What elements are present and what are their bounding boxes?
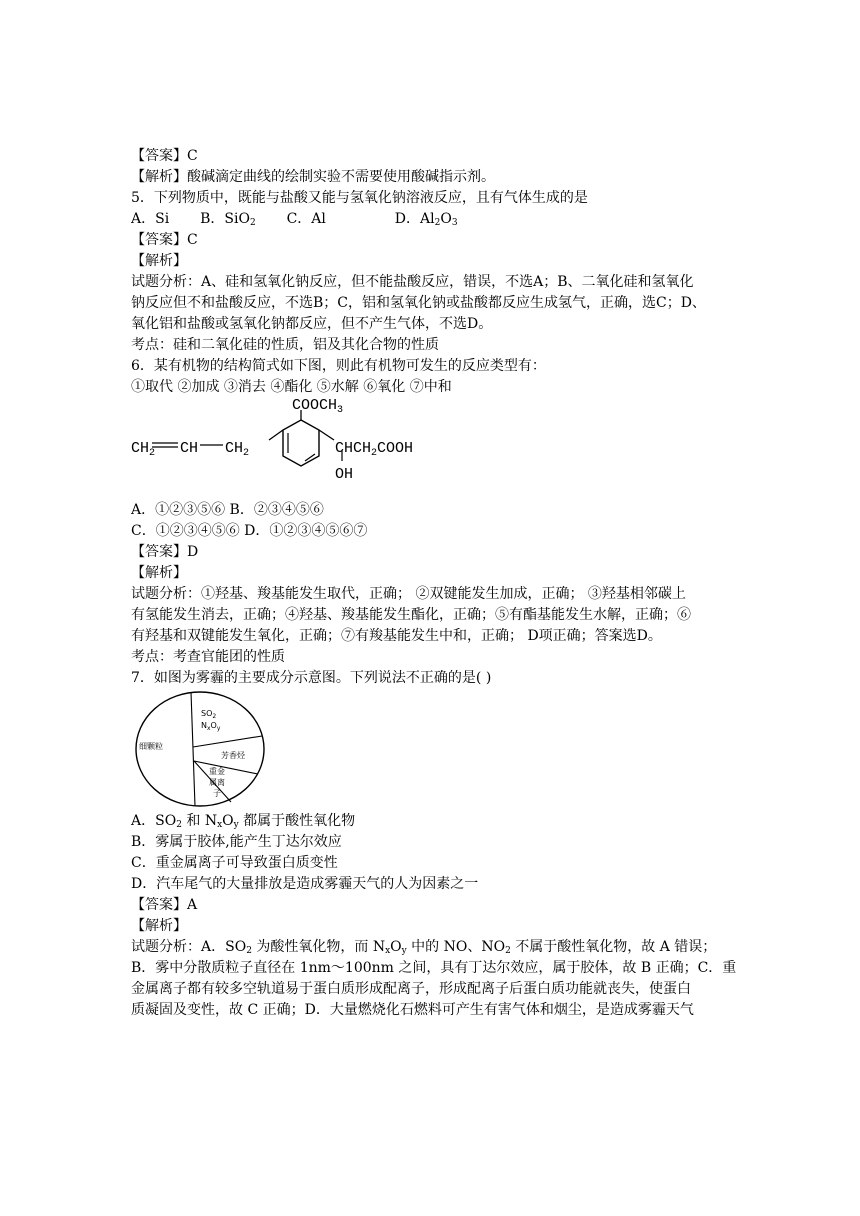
- q6-options-ab: A．①②③⑤⑥ B．②③④⑤⑥: [131, 502, 324, 518]
- text-line: 有氢能发生消去，正确；④羟基、羧基能发生酯化，正确；⑤有酯基能发生水解，正确；⑥: [131, 607, 691, 623]
- pie-label-heavy-metal: 属离: [209, 778, 225, 787]
- pie-chart-svg: [131, 689, 741, 811]
- text-line: 试题分析：A、硅和氢氧化钠反应，但不能盐酸反应，错误，不选A；B、二氧化硅和氢氧化: [131, 274, 694, 290]
- formula-cooch3: $COOCH_3$: [292, 398, 344, 416]
- ring-double-bond: [305, 454, 315, 461]
- text-line: 钠反应但不和盐酸反应，不选B；C，铝和氢氧化钠或盐酸都反应生成氢气，正确，选C；D、: [131, 295, 706, 311]
- question-6: 6．某有机物的结构简式如下图，则此有机物可发生的反应类型有：: [131, 358, 546, 374]
- analysis-7-line: 试题分析：A．$SO_2$ 为酸性氧化物，而 $N_xO_y$ 中的 NO、$NO_2$ 不属于酸性氧化物，故 A 错误；: [131, 939, 717, 956]
- document-content: [131, 146, 741, 1021]
- text-line: 【答案】C: [131, 148, 198, 164]
- pie-divider: [191, 692, 195, 806]
- text-line: 试题分析：①羟基、羧基能发生取代，正确； ②双键能发生加成，正确； ③羟基相邻碳上: [131, 586, 686, 602]
- text-line: 有羟基和双键能发生氧化，正确；⑦有羧基能发生中和，正确； D项正确；答案选D。: [131, 628, 662, 644]
- smog-composition-pie: [131, 689, 741, 811]
- text-line: 【解析】: [131, 253, 187, 269]
- text-line: 【答案】C: [131, 232, 198, 248]
- pie-divider: [193, 736, 262, 747]
- formula-oh: OH: [335, 466, 354, 483]
- text-line: 【答案】A: [131, 897, 198, 913]
- formula-ch2-mid: $CH_2$: [225, 440, 250, 459]
- structural-formula: [131, 398, 741, 500]
- analysis-7-line: 金属离子都有较多空轨道易于蛋白质形成配离子，形成配离子后蛋白质功能就丧失，使蛋白: [131, 981, 691, 997]
- analysis-7-line: 质凝固及变性，故 C 正确；D．大量燃烧化石燃料可产生有害气体和烟尘，是造成雾霾天气: [131, 1002, 694, 1018]
- text-line: 【解析】: [131, 918, 187, 934]
- q5-option-d: D．$Al_2O_3$: [394, 211, 458, 228]
- pie-label-fine-particles: 细颗粒: [139, 742, 163, 751]
- analysis-7-line: B．雾中分散质粒子直径在 1nm～100nm 之间，具有丁达尔效应，属于胶体，故 B 正确；C．重: [131, 960, 737, 976]
- formula-ch2-left: $CH_2$: [131, 440, 156, 459]
- pie-label-so2: $SO_2$: [201, 709, 217, 720]
- q5-option-b: B．SiO$_2$: [200, 211, 256, 228]
- q7-option-b: B．雾属于胶体,能产生丁达尔效应: [131, 834, 342, 850]
- q5-option-a: A．Si: [131, 211, 170, 227]
- q5-options: [131, 209, 741, 230]
- bond-left: [269, 430, 283, 440]
- text-line: ①取代 ②加成 ③消去 ④酯化 ⑤水解 ⑥氧化 ⑦中和: [131, 379, 452, 395]
- text-line: 考点：考查官能团的性质: [131, 649, 285, 665]
- text-line: 【解析】: [131, 565, 187, 581]
- pie-label-aromatics: 芳香烃: [221, 751, 245, 760]
- bond-right: [319, 430, 334, 440]
- question-5: 5．下列物质中，既能与盐酸又能与氢氧化钠溶液反应，且有气体生成的是: [131, 190, 588, 206]
- text-line: 【解析】酸碱滴定曲线的绘制实验不需要使用酸碱指示剂。: [131, 169, 495, 185]
- formula-chch2cooh: $CHCH_2COOH$: [335, 440, 414, 459]
- q5-option-c: C．Al: [286, 211, 326, 227]
- q7-option-d: D．汽车尾气的大量排放是造成雾霾天气的人为因素之一: [131, 876, 479, 892]
- formula-ch: CH: [180, 440, 199, 457]
- question-7: 7．如图为雾霾的主要成分示意图。下列说法不正确的是( ): [131, 670, 492, 686]
- q7-option-a: A．$SO_2$ 和 $N_xO_y$ 都属于酸性氧化物: [131, 813, 356, 830]
- q7-option-c: C．重金属离子可导致蛋白质变性: [131, 855, 338, 871]
- pie-label-heavy-metal: 子: [213, 789, 221, 798]
- text-line: 氧化铝和盐酸或氢氧化钠都反应，但不产生气体，不选D。: [131, 316, 493, 332]
- structural-formula-svg: [131, 398, 741, 500]
- text-line: 考点：硅和二氧化硅的性质，铝及其化合物的性质: [131, 337, 439, 353]
- text-line: 【答案】D: [131, 544, 199, 560]
- q6-options-cd: C．①②③④⑤⑥ D．①②③④⑤⑥⑦: [131, 523, 368, 539]
- pie-label-nxoy: $N_xO_y$: [201, 721, 221, 732]
- pie-label-heavy-metal: 重金: [209, 767, 225, 776]
